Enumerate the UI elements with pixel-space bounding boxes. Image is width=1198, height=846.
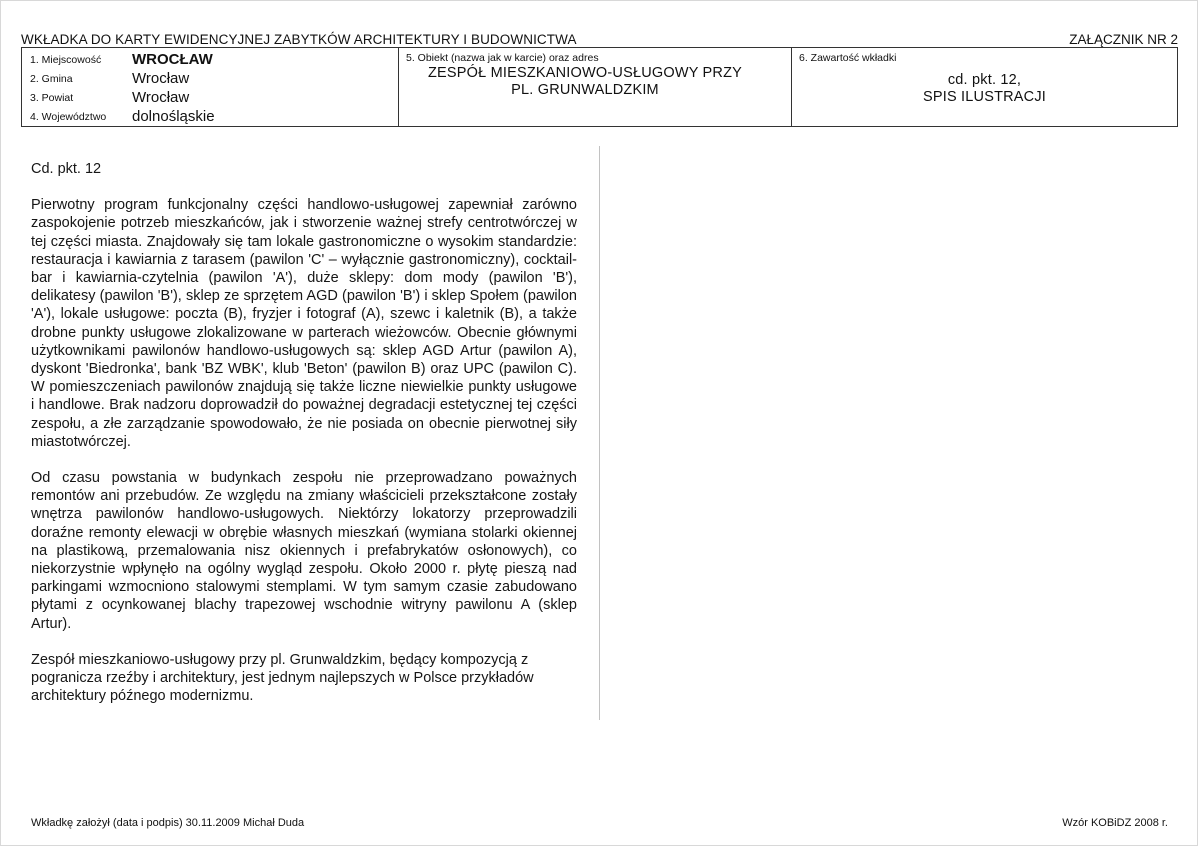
town-label: 1. Miejscowość — [30, 53, 102, 66]
footer-author: Wkładkę założył (data i podpis) 30.11.2009 Michał Duda — [31, 817, 305, 829]
paragraph-renovations: Od czasu powstania w budynkach zespołu nie przeprowadzano poważnych remontów ani przebudów. Ze względu na zmiany właścicieli przekształcone zostały wnętrza pawilonów handlowo-usługowych. Niektórzy lokatorzy przeprowadzili doraźne remonty elewacji w obrębie własnych mieszkań (wymiana stolarki okiennej na plastikową, przemalowania nisz okiennych i prefabrykatów osłonowych), co niekorzystnie wpłynęło na ogólny wygląd zespołu. Około 2000 r. płytę pieszą nad parkingami wzmocniono stalowymi stemplami. W tym samym czasie zabudowano płytami z ocynkowanej blachy trapezowej wschodnie witryny pawilonu A (sklep Artur). — [31, 470, 577, 632]
contents-value — [792, 72, 1177, 106]
form-title: WKŁADKA DO KARTY EWIDENCYJNEJ ZABYTKÓW ARCHITEKTURY I BUDOWNICTWA — [21, 32, 577, 47]
district-label: 3. Powiat — [30, 91, 74, 104]
voivodeship-label: 4. Województwo — [30, 110, 107, 123]
column-divider — [599, 146, 600, 720]
info-table — [21, 47, 1178, 127]
contents-line-1: cd. pkt. 12, — [947, 72, 1022, 88]
object-name — [399, 65, 791, 99]
contents-cell — [792, 48, 1178, 127]
section-heading: Cd. pkt. 12 — [31, 161, 102, 177]
object-label: 5. Obiekt (nazwa jak w karcie) oraz adres — [406, 52, 599, 64]
town-value: WROCŁAW — [132, 51, 213, 68]
footer-template: Wzór KOBiDZ 2008 r. — [1062, 817, 1168, 829]
body-text — [31, 160, 577, 705]
paragraph-functional-program: Pierwotny program funkcjonalny części handlowo-usługowej zapewniał zarówno zaspokojenie potrzeb mieszkańców, jak i stworzenie ważnej strefy centrotwórczej w tej części miasta. Znajdowały się tam lokale gastronomiczne o wysokim standardzie: restauracja i kawiarnia z tarasem (pawilon 'C' – wyłącznie gastronomiczny), cocktail-bar i kawiarnia-czytelnia (pawilon 'A'), duże sklepy: dom mody (pawilon 'B'), delikatesy (pawilon 'B'), sklep ze sprzętem AGD (pawilon 'B') i sklep Społem (pawilon 'A'), lokale usługowe: poczta (B), fryzjer i fotograf (A), szewc i kaletnik (B), a także drobne punkty usługowe zlokalizowane w parterach wieżowców. Obecnie głównymi użytkownikami pawilonów handlowo-usługowych są: sklep AGD Artur (pawilon A), dyskont 'Biedronka', bank 'BZ WBK', klub 'Beton' (pawilon B) oraz UPC (pawilon C). W pomieszczeniach pawilonów znajdują się także liczne niewielkie punkty usługowe i handlowe. Brak nadzoru doprowadził do poważnej degradacji estetycznej tej części zespołu, a złe zarządzanie spowodowało, że nie posiada on obecnie pierwotnej siły miastotwórczej. — [31, 197, 577, 450]
object-name-line-2: PL. GRUNWALDZKIM — [511, 82, 659, 98]
location-row-district — [22, 88, 398, 107]
voivodeship-value: dolnośląskie — [132, 108, 215, 125]
contents-label: 6. Zawartość wkładki — [799, 52, 897, 64]
location-row-commune — [22, 69, 398, 88]
commune-value: Wrocław — [132, 70, 190, 87]
location-row-voivodeship — [22, 107, 398, 126]
object-cell — [399, 48, 792, 127]
contents-line-2: SPIS ILUSTRACJI — [922, 89, 1047, 105]
paragraph-summary: Zespół mieszkaniowo-usługowy przy pl. Grunwaldzkim, będący kompozycją z pogranicza rzeźby i architektury, jest jednym najlepszych w Polsce przykładów architektury późnego modernizmu. — [31, 651, 534, 705]
attachment-number: ZAŁĄCZNIK NR 2 — [1069, 32, 1178, 47]
location-cell — [22, 48, 399, 127]
commune-label: 2. Gmina — [30, 72, 73, 85]
location-row-town — [22, 50, 398, 69]
district-value: Wrocław — [132, 89, 190, 106]
object-name-line-1: ZESPÓŁ MIESZKANIOWO-USŁUGOWY PRZY — [427, 65, 743, 81]
